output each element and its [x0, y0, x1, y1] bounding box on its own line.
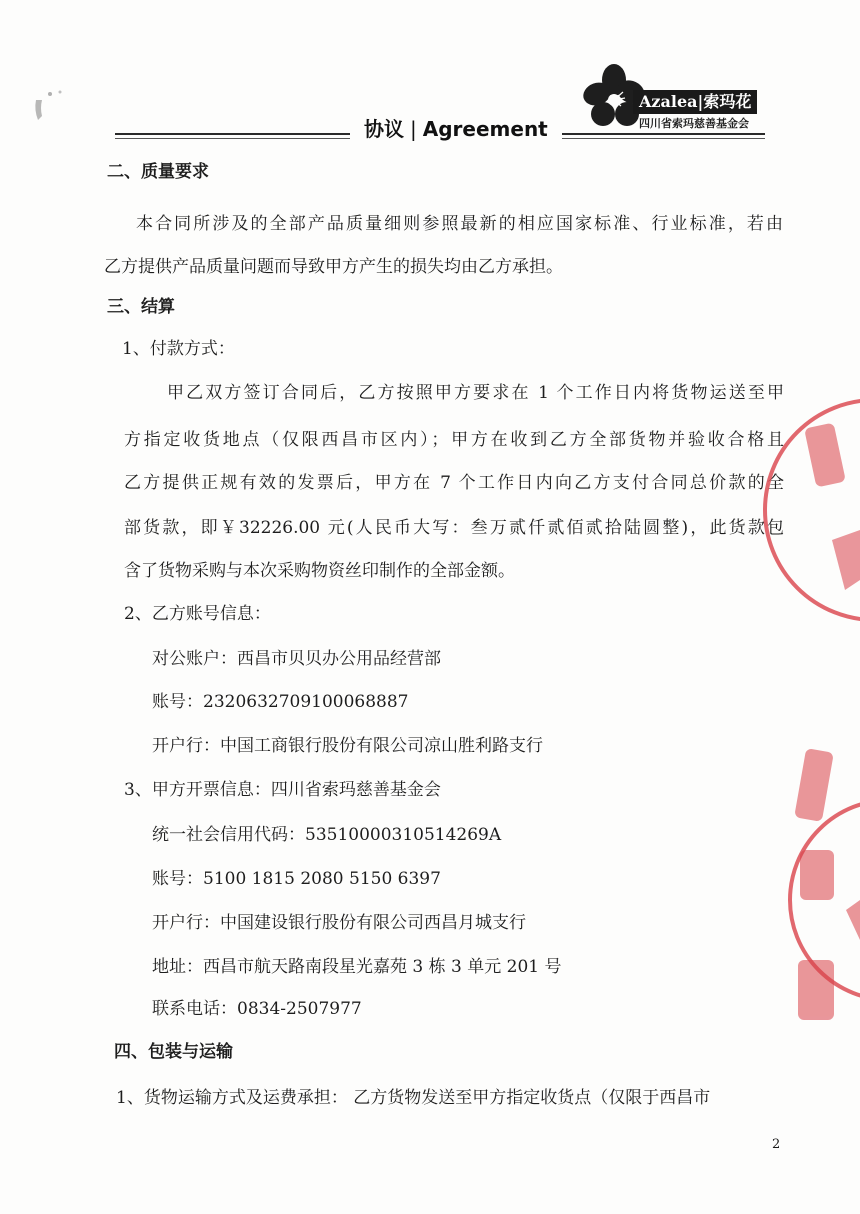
section-heading-packaging: 四、包装与运输 [114, 1042, 233, 1062]
paragraph-line: 1、货物运输方式及运费承担： 乙方货物发送至甲方指定收货点（仅限于西昌市 [116, 1088, 711, 1108]
paragraph-line: 乙方提供产品质量问题而导致甲方产生的损失均由乙方承担。 [104, 257, 563, 277]
scan-smudge [30, 86, 66, 126]
foundation-logo [583, 62, 773, 134]
paragraph-line: 部货款，即￥32226.00 元(人民币大写：叁万贰仟贰佰贰拾陆圆整)，此货款包 [124, 518, 784, 538]
paragraph-line: 本合同所涉及的全部产品质量细则参照最新的相应国家标准、行业标准，若由 [136, 214, 783, 234]
paragraph-line: 甲乙双方签订合同后，乙方按照甲方要求在 1 个工作日内将货物运送至甲 [167, 383, 784, 403]
logo-subtitle: 四川省索玛慈善基金会 [639, 117, 749, 130]
paragraph-line: 含了货物采购与本次采购物资丝印制作的全部金额。 [124, 561, 515, 581]
party-a-credit-code: 统一社会信用代码：53510000310514269A [152, 825, 502, 845]
red-seal-stamp [760, 380, 860, 1040]
header-title-cn: 协议 [364, 117, 404, 141]
section-heading-settlement: 三、结算 [107, 297, 175, 317]
header-title-en: Agreement [422, 117, 548, 141]
paragraph-line: 方指定收货地点（仅限西昌市区内）；甲方在收到乙方全部货物并验收合格且 [124, 430, 784, 450]
subheading-party-b-account: 2、乙方账号信息： [124, 604, 271, 624]
header-title-separator: | [410, 117, 417, 141]
subheading-party-a-invoice: 3、甲方开票信息：四川省索玛慈善基金会 [124, 780, 441, 800]
logo-text: Azalea|索玛花 [633, 90, 757, 114]
party-a-bank: 开户行：中国建设银行股份有限公司西昌月城支行 [152, 913, 526, 933]
subheading-payment-method: 1、付款方式： [122, 339, 235, 359]
party-b-account-name: 对公账户：西昌市贝贝办公用品经营部 [152, 649, 441, 669]
party-a-address: 地址：西昌市航天路南段星光嘉苑 3 栋 3 单元 201 号 [152, 957, 562, 977]
header-title [350, 112, 562, 146]
page-number: 2 [772, 1137, 781, 1152]
party-a-account-number: 账号：5100 1815 2080 5150 6397 [152, 869, 441, 889]
section-heading-quality: 二、质量要求 [107, 162, 209, 182]
party-a-phone: 联系电话：0834-2507977 [152, 999, 362, 1019]
party-b-bank: 开户行：中国工商银行股份有限公司凉山胜利路支行 [152, 736, 543, 756]
paragraph-line: 乙方提供正规有效的发票后，甲方在 7 个工作日内向乙方支付合同总价款的全 [124, 473, 784, 493]
party-b-account-number: 账号：2320632709100068887 [152, 692, 409, 712]
